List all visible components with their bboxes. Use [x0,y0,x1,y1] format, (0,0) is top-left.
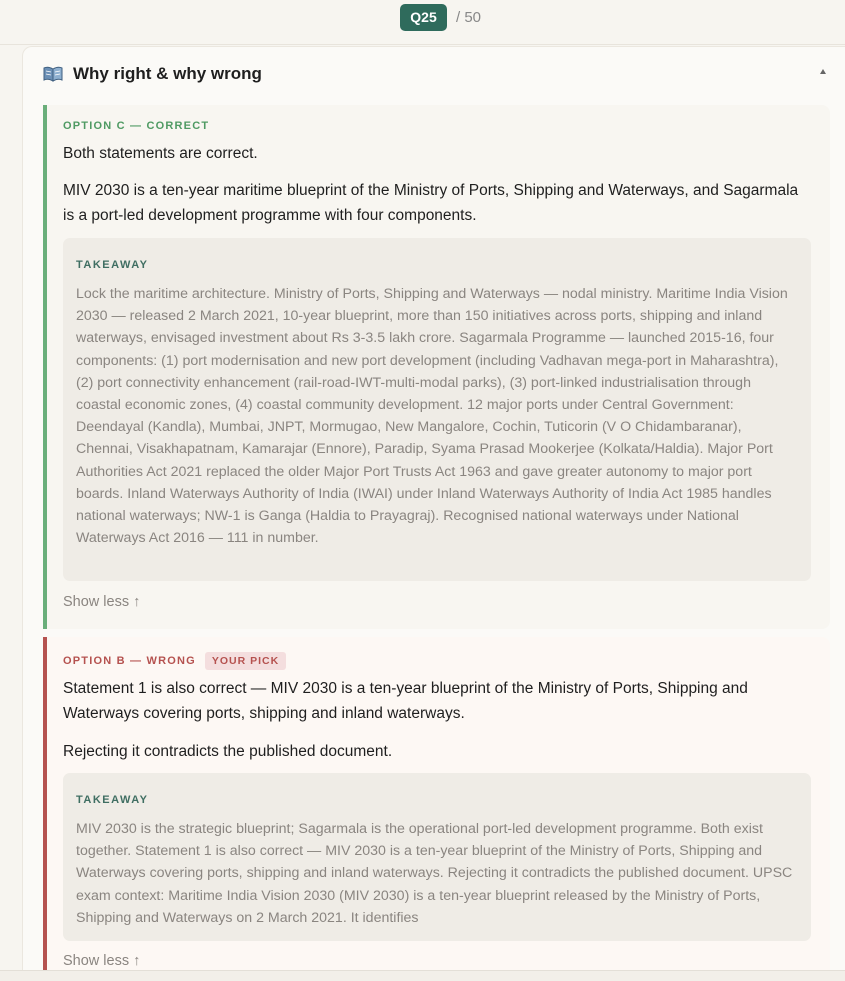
option-explanation-line: Both statements are correct. [63,145,258,162]
option-label [63,652,286,670]
option-explanation-line: Statement 1 is also correct — MIV 2030 is a ten-year blueprint of the Ministry of Ports, Shipping and Waterways covering ports, shipping and inland waterways. [63,680,748,722]
option-card-wrong [43,637,830,971]
question-number-badge[interactable]: Q25 [400,4,447,31]
takeaway-label: TAKEAWAY [76,794,149,806]
your-pick-badge: YOUR PICK [205,652,286,670]
explanation-panel [22,46,845,971]
option-label-text: OPTION B — WRONG [63,655,196,667]
show-less-link[interactable]: Show less ↑ [63,953,141,969]
takeaway-text: MIV 2030 is the strategic blueprint; Sagarmala is the operational port-led development programme. Both exist together. Statement 1 is also correct — MIV 2030 is a ten-year blueprint of the Ministry of Ports, Shipping and Waterways covering ports, shipping and inland waterways. Rejecting it contradicts the published document. UPSC exam context: Maritime India Vision 2030 (MIV 2030) is a ten-year blueprint released by the Ministry of Ports, Shipping and Waterways on 2 March 2021. It identifies [76,821,793,926]
show-less-link[interactable]: Show less ↑ [63,594,141,610]
takeaway-box [63,773,811,941]
option-explanation-detail: Rejecting it contradicts the published document. [63,743,393,760]
bottom-bar [0,970,845,981]
panel-header[interactable] [43,63,262,85]
option-explanation-detail: MIV 2030 is a ten-year maritime blueprint of the Ministry of Ports, Shipping and Waterways, and Sagarmala is a port-led development programme with four components. [63,182,799,224]
option-card-correct [43,105,830,629]
divider [0,44,845,45]
option-label-text: OPTION C — CORRECT [63,120,210,132]
takeaway-label: TAKEAWAY [76,259,149,271]
chevron-up-icon[interactable] [820,69,826,74]
question-total: / 50 [456,9,482,26]
question-nav-bar [0,0,845,44]
takeaway-box [63,238,811,581]
option-label [63,120,209,132]
panel-title: Why right & why wrong [73,64,262,83]
takeaway-text: Lock the maritime architecture. Ministry of Ports, Shipping and Waterways — nodal ministry. Maritime India Vision 2030 — released 2 March 2021, 10-year blueprint, more than 150 initiatives across ports, shipping and inland waterways, envisaged investment about Rs 3-3.5 lakh crore. Sagarmala Programme — launched 2015-16, four components: (1) port modernisation and new port development (including Vadhavan mega-port in Maharashtra), (2) port connectivity enhancement (rail-road-IWT-multi-modal parks), (3) port-linked industrialisation through coastal economic zones, (4) coastal community development. 12 major ports under Central Government: Deendayal (Kandla), Mumbai, JNPT, Mormugao, New Mangalore, Cochin, Tuticorin (V O Chidambaranar), Chennai, Visakhapatnam, Kamarajar (Ennore), Paradip, Syama Prasad Mookerjee (Kolkata/Haldia). Major Port Authorities Act 2021 replaced the older Major Port Trusts Act 1963 and gave greater autonomy to major port boards. Inland Waterways Authority of India (IWAI) under Inland Waterways Authority of India Act 1985 handles national waterways; NW-1 is Ganga (Haldia to Prayagraj). Recognised national waterways under National Waterways Act 2016 — 111 in number. [76,286,788,547]
open-book-icon [43,66,63,82]
